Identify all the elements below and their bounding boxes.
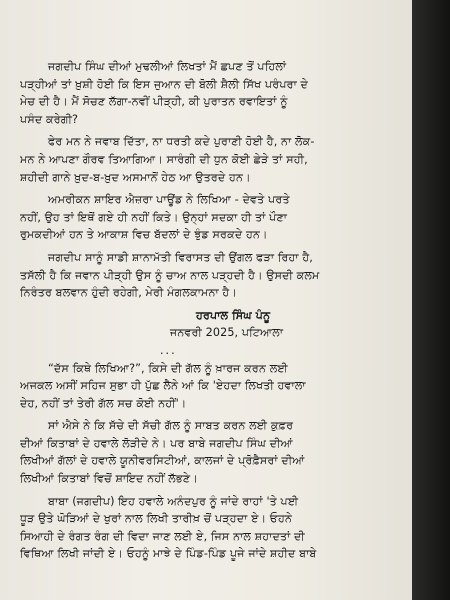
text-line: ਸਿਆਹੀ ਦੇ ਰੰਗਤ ਰੰਗ ਦੀ ਵਿਦਾ ਜਾਣ ਲਈ ਏ, ਜਿਸ ਨਾਲ ਸ਼ਹਾਦਤਾਂ ਦੀ [20,529,305,543]
text-line: ਸ਼ਹੀਦੀ ਗਾਨੇ ਖ਼ੁਦ-ਬ-ਖ਼ੁਦ ਅਸਮਾਨੋਂ ਹੇਠ ਆ ਉਤਰਦੇ ਹਨ। [20,170,251,184]
text-line: ਬਾਬਾ (ਜਗਦੀਪ) ਇਹ ਹਵਾਲੇ ਅਨੰਦਪੁਰ ਨੂੰ ਜਾਂਦੇ ਰਾਹਾਂ 'ਤੇ ਪਈ [48,494,299,508]
text-line: ਜਗਦੀਪ ਸਿੰਘ ਦੀਆਂ ਮੁਢਲੀਆਂ ਲਿਖਤਾਂ ਮੈਂ ਛਪਣ ਤੋਂ ਪਹਿਲਾਂ [48,60,287,73]
text-line: ਵਿਥਿਆ ਲਿਖੀ ਜਾਂਦੀ ਏ। ਓਹਨੂੰ ਮਾਝੇ ਦੇ ਪਿੰਡ-ਪਿੰਡ ਪੂਜੇ ਜਾਂਦੇ ਸ਼ਹੀਦ ਬਾਬੇ [20,547,317,561]
text-line: ਮੇਚ ਦੀ ਹੈ। ਮੈਂ ਸੋਚਣ ਲੱਗਾ-ਨਵੀਂ ਪੀੜ੍ਹੀ, ਕੀ ਪੁਰਾਤਨ ਰਵਾਇਤਾਂ ਨੂੰ [20,95,288,109]
text-line: ਤਸੱਲੀ ਹੈ ਕਿ ਜਵਾਨ ਪੀੜ੍ਹੀ ਉਸ ਨੂੰ ਚਾਅ ਨਾਲ ਪੜ੍ਹਦੀ ਹੈ। ਉਸਦੀ ਕਲਮ [20,268,320,282]
text-line: ਮਨ ਨੇ ਆਪਣਾ ਗੌਰਵ ਤਿਆਗਿਆ। ਸਾਰੰਗੀ ਦੀ ਧੁਨ ਕੋਈ ਛੇੜੇ ਤਾਂ ਸਹੀ, [20,152,308,166]
text-line: ਅਮਰੀਕਨ ਸ਼ਾਇਰ ਐਜ਼ਰਾ ਪਾਊਂਡ ਨੇ ਲਿਖਿਆ - ਦੇਵਤੇ ਪਰਤੇ [48,193,290,207]
text-line: ਫੇਰ ਮਨ ਨੇ ਜਵਾਬ ਦਿੱਤਾ, ਨਾ ਧਰਤੀ ਕਦੇ ਪੁਰਾਣੀ ਹੋਈ ਹੈ, ਨਾ ਲੋਕ- [48,135,315,149]
text-line: ਦੀਆਂ ਕਿਤਾਬਾਂ ਦੇ ਹਵਾਲੇ ਲੋੜੀਦੇ ਨੇ। ਪਰ ਬਾਬੇ ਜਗਦੀਪ ਸਿੰਘ ਦੀਆਂ [20,436,293,450]
author-signature: ਹਰਪਾਲ ਸਿੰਘ ਪੰਨੂ [196,308,271,322]
page-edge [412,0,450,600]
text-line: ਨਹੀਂ, ਉਹ ਤਾਂ ਇਥੋਂ ਗਏ ਹੀ ਨਹੀਂ ਕਿਤੇ। ਉਨ੍ਹਾਂ ਸਦਕਾ ਹੀ ਤਾਂ ਪੌਣਾ [20,210,288,224]
text-line: ਪੜ੍ਹੀਆਂ ਤਾਂ ਖ਼ੁਸ਼ੀ ਹੋਈ ਕਿ ਇਸ ਜੁਆਨ ਦੀ ਬੋਲੀ ਸ਼ੈਲੀ ਸਿੱਖ ਪਰੰਪਰਾ ਦੇ [20,77,309,91]
section-separator: ... [160,343,177,357]
text-line: ਸਾਂ ਐਸੇ ਨੇ ਕਿ ਸੱਚੇ ਦੀ ਸੱਚੀ ਗੱਲ ਨੂੰ ਸਾਬਤ ਕਰਨ ਲਈ ਕੁਫ਼ਰ [48,419,294,433]
page-text [20,58,400,563]
text-line: “ਦੱਸ ਕਿਥੇ ਲਿਖਿਆ?”, ਕਿਸੇ ਦੀ ਗੱਲ ਨੂੰ ਖ਼ਾਰਜ ਕਰਨ ਲਈ [48,361,288,375]
text-line: ਦੇਹ, ਨਹੀਂ ਤਾਂ ਤੇਰੀ ਗੱਲ ਸਚ ਕੋਈ ਨਹੀਂ'। [20,396,187,410]
text-line: ਅਜਕਲ ਅਸੀਂ ਸਹਿਜ ਸੁਭਾ ਹੀ ਪੁੱਛ ਲੈਨੇ ਆਂ ਕਿ 'ਏਹਦਾ ਲਿਖਤੀ ਹਵਾਲਾ [20,379,306,393]
text-line: ਜਗਦੀਪ ਸਾਨੂੰ ਸਾਡੀ ਸ਼ਾਨਾਮੱਤੀ ਵਿਰਾਸਤ ਦੀ ਉਂਗਲ ਫੜਾ ਰਿਹਾ ਹੈ, [48,250,313,264]
text-line: ਧੂੜ ਉਤੇ ਘੋੜਿਆਂ ਦੇ ਖੁਰਾਂ ਨਾਲ ਲਿਖੀ ਤਾਰੀਖ਼ ਚੋਂ ਪੜ੍ਹਦਾ ਏ। ਓਹਨੇ [20,512,293,526]
text-line: ਪਸੰਦ ਕਰੇਗੀ? [20,112,79,126]
text-line: ਲਿਖੀਆਂ ਕਿਤਾਬਾਂ ਵਿਚੋਂ ਸ਼ਾਇਦ ਨਹੀਂ ਲੱਭਣੇ। [20,472,198,486]
text-line: ਰੁਮਕਦੀਆਂ ਹਨ ਤੇ ਆਕਾਸ਼ ਵਿਚ ਬੱਦਲਾਂ ਦੇ ਝੁੰਡ ਸਰਕਦੇ ਹਨ। [20,228,268,242]
text-line: ਲਿਖੀਆਂ ਗੱਲਾਂ ਦੇ ਹਵਾਲੇ ਯੂਨੀਵਰਸਿਟੀਆਂ, ਕਾਲਜਾਂ ਦੇ ਪ੍ਰੋਫ਼ੈਸਰਾਂ ਦੀਆਂ [20,454,305,468]
text-line: ਨਿਰੰਤਰ ਬਲਵਾਨ ਹੁੰਦੀ ਰਹੇਗੀ, ਮੇਰੀ ਮੰਗਲਕਾਮਨਾ ਹੈ। [20,286,238,300]
date-place: ਜਨਵਰੀ 2025, ਪਟਿਆਲਾ [170,326,284,340]
